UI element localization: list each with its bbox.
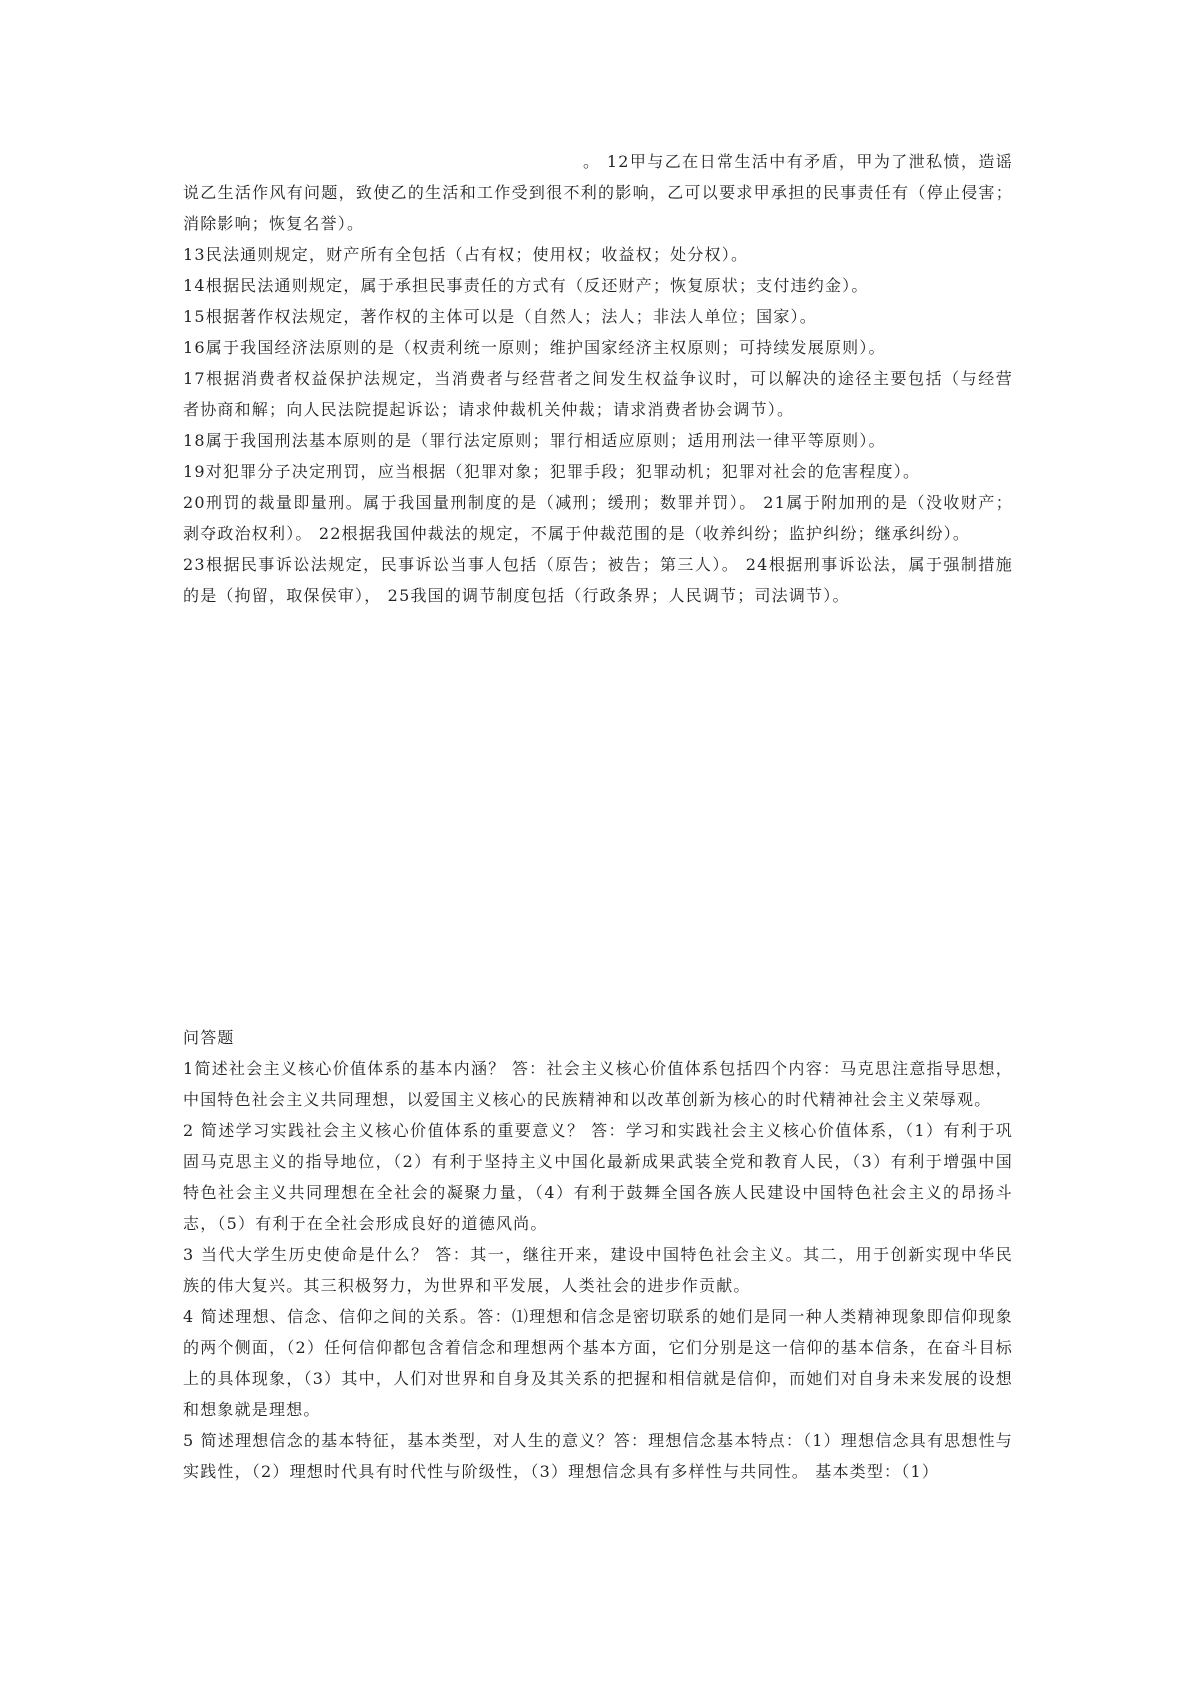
- paragraph-23-25: 23根据民事诉讼法规定，民事诉讼当事人包括（原告；被告；第三人）。 24根据刑事诉讼法，属于强制措施的是（拘留，取保侯审）， 25我国的调节制度包括（行政条界；人民调节；司法调节）。: [183, 555, 1013, 605]
- paragraph-20-22: 20刑罚的裁量即量刑。属于我国量刑制度的是（减刑；缓刑；数罪并罚）。 21属于附加刑的是（没收财产；剥夺政治权利）。 22根据我国仲裁法的规定，不属于仲裁范围的是（收养纠纷；监护纠纷；继承纠纷）。: [183, 493, 1013, 543]
- paragraph-18: 18属于我国刑法基本原则的是（罪行法定原则；罪行相适应原则；适用刑法一律平等原则）。: [183, 431, 886, 450]
- question-3: 3 当代大学生历史使命是什么？ 答：其一，继往开来，建设中国特色社会主义。其二，用于创新实现中华民族的伟大复兴。其三积极努力，为世界和平发展，人类社会的进步作贡献。: [183, 1245, 1013, 1295]
- paragraph-17: 17根据消费者权益保护法规定，当消费者与经营者之间发生权益争议时，可以解决的途径主要包括（与经营者协商和解；向人民法院提起诉讼；请求仲裁机关仲裁；请求消费者协会调节）。: [183, 369, 1013, 419]
- question-5: 5 简述理想信念的基本特征，基本类型，对人生的意义？答：理想信念基本特点：（1）理想信念具有思想性与实践性，（2）理想时代具有时代性与阶级性，（3）理想信念具有多样性与共同性。 基本类型：（1）: [183, 1431, 1013, 1481]
- paragraph-15: 15根据著作权法规定，著作权的主体可以是（自然人；法人；非法人单位；国家）。: [183, 307, 817, 326]
- question-1: 1简述社会主义核心价值体系的基本内涵？ 答：社会主义核心价值体系包括四个内容：马克思注意指导思想，中国特色社会主义共同理想，以爱国主义核心的民族精神和以改革创新为核心的时代精神社会主义荣辱观。: [183, 1059, 1013, 1109]
- paragraph-13: 13民法通则规定，财产所有全包括（占有权；使用权；收益权；处分权）。: [183, 245, 749, 264]
- qa-section: [183, 1022, 1013, 1487]
- paragraph-16: 16属于我国经济法原则的是（权责利统一原则；维护国家经济主权原则；可持续发展原则）。: [183, 338, 886, 357]
- paragraph-12: 。 12甲与乙在日常生活中有矛盾，甲为了泄私愤，造谣说乙生活作风有问题，致使乙的生活和工作受到很不利的影响，乙可以要求甲承担的民事责任有（停止侵害；消除影响；恢复名誉）。: [183, 152, 1013, 233]
- question-4: 4 简述理想、信念、信仰之间的关系。答：⑴理想和信念是密切联系的她们是同一种人类精神现象即信仰现象的两个侧面，（2）任何信仰都包含着信念和理想两个基本方面，它们分别是这一信仰的基本信条，在奋斗目标上的具体现象，（3）其中，人们对世界和自身及其关系的把握和相信就是信仰，而她们对自身未来发展的设想和想象就是理想。: [183, 1307, 1013, 1419]
- paragraph-19: 19对犯罪分子决定刑罚，应当根据（犯罪对象；犯罪手段；犯罪动机；犯罪对社会的危害程度）。: [183, 462, 921, 481]
- top-section: [183, 146, 1013, 611]
- section-heading: 问答题: [183, 1028, 235, 1047]
- paragraph-14: 14根据民法通则规定，属于承担民事责任的方式有（反还财产；恢复原状；支付违约金）。: [183, 276, 869, 295]
- question-2: 2 简述学习实践社会主义核心价值体系的重要意义？ 答：学习和实践社会主义核心价值体系，（1）有利于巩固马克思主义的指导地位，（2）有利于坚持主义中国化最新成果武装全党和教育人民，（3）有利于增强中国特色社会主义共同理想在全社会的凝聚力量，（4）有利于鼓舞全国各族人民建设中国特色社会主义的昂扬斗志，（5）有利于在全社会形成良好的道德风尚。: [183, 1121, 1013, 1233]
